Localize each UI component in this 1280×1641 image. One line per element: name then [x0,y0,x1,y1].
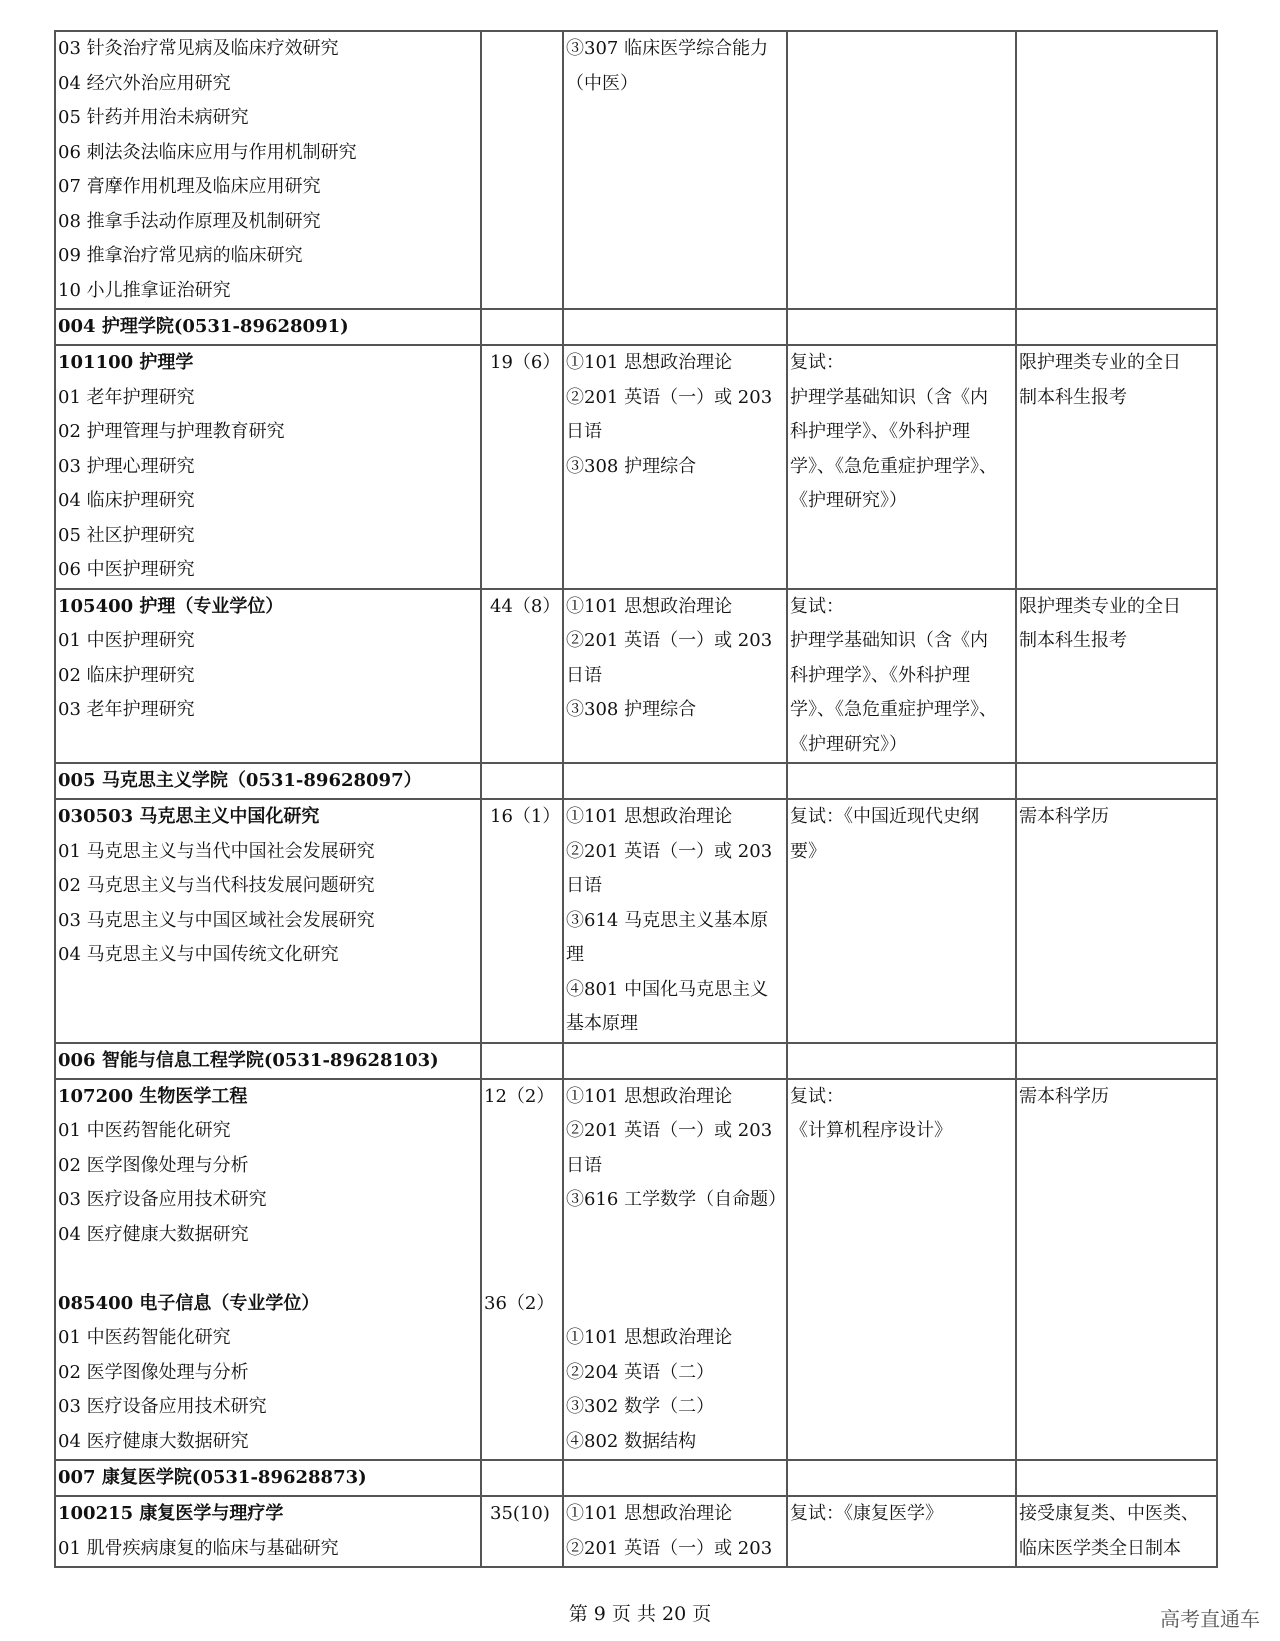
program-cell [55,589,481,764]
cell-line: 08 推拿手法动作原理及机制研究 [58,210,321,232]
cell-line: ②201 英语（一）或 203 [566,1537,773,1559]
cell-line: 36（2） [484,1292,555,1314]
retest-cell [787,589,1016,764]
cell-line: ②201 英语（一）或 203 [566,840,773,862]
admissions-table [54,30,1218,1568]
cell-line: 05 社区护理研究 [58,524,195,546]
watermark-text: 高考直通车 [1160,1607,1260,1631]
school-name: 007 康复医学院(0531-89628873) [55,1460,481,1496]
empty-cell [1016,763,1217,799]
school-name: 005 马克思主义学院（0531-89628097） [55,763,481,799]
cell-line: 06 中医护理研究 [58,559,195,580]
cell-line [566,1218,784,1253]
program-cell [55,345,481,589]
empty-cell [1016,1043,1217,1079]
quota-value: 35(10) [490,1503,550,1524]
cell-line: ①101 思想政治理论 [566,806,733,827]
cell-line: （中医） [566,72,638,94]
cell-line: 03 马克思主义与中国区域社会发展研究 [58,909,375,931]
school-header-row [55,1460,1217,1496]
program-cell [55,799,481,1043]
cell-line: 05 针药并用治未病研究 [58,107,249,128]
retest-cell [787,799,1016,1043]
cell-line: 《护理研究》） [790,733,907,755]
program-row [55,799,1217,1043]
cell-line: 日语 [566,875,602,896]
cell-line: ③307 临床医学综合能力 [566,38,769,59]
exam-cell [563,1496,787,1567]
program-row [55,1496,1217,1567]
cell-line: 12（2） [484,1085,555,1107]
cell-line: 护理学基础知识（含《内 [790,630,988,651]
empty-cell [481,1460,563,1496]
cell-line: 100215 康复医学与理疗学 [58,1503,284,1524]
cell-line: ③616 工学数学（自命题） [566,1189,787,1210]
empty-cell [787,1460,1016,1496]
cell-line: 03 医疗设备应用技术研究 [58,1396,267,1417]
empty-cell [1016,309,1217,345]
cell-line: ③614 马克思主义基本原 [566,909,769,931]
retest-cell [787,31,1016,309]
cell-line: 日语 [566,1154,602,1176]
cell-line: 10 小儿推拿证治研究 [58,279,231,301]
program-cell [55,1496,481,1567]
cell-line: ①101 思想政治理论 [566,1503,733,1524]
cell-line: 03 医疗设备应用技术研究 [58,1189,267,1210]
cell-line: 02 医学图像处理与分析 [58,1154,249,1176]
empty-cell [481,763,563,799]
cell-line: 01 中医药智能化研究 [58,1120,231,1141]
cell-line: 107200 生物医学工程 [58,1085,248,1107]
cell-line: 02 马克思主义与当代科技发展问题研究 [58,875,375,896]
cell-line: 105400 护理（专业学位） [58,595,284,617]
cell-line: 03 护理心理研究 [58,455,195,477]
cell-line: 接受康复类、中医类、 [1019,1503,1199,1524]
cell-line: 03 针灸治疗常见病及临床疗效研究 [58,38,339,59]
cell-line: 《护理研究》） [790,490,907,511]
exam-cell [563,799,787,1043]
cell-line: 01 马克思主义与当代中国社会发展研究 [58,840,375,862]
cell-line: 科护理学》、《外科护理 [790,421,970,442]
cell-line: ③308 护理综合 [566,699,697,720]
cell-line: 101100 护理学 [58,352,194,373]
cell-line: 日语 [566,421,602,442]
program-row [55,1079,1217,1461]
cell-line: ②201 英语（一）或 203 [566,1120,773,1141]
note-cell [1016,1079,1217,1461]
cell-line: 限护理类专业的全日 [1019,595,1181,617]
empty-cell [563,309,787,345]
cell-line: 04 医疗健康大数据研究 [58,1430,249,1452]
cell-line: 临床医学类全日制本 [1019,1537,1181,1559]
empty-cell [787,309,1016,345]
note-cell [1016,345,1217,589]
cell-line: ④802 数据结构 [566,1430,697,1452]
quota-cell [481,1496,563,1567]
program-cell [55,31,481,309]
empty-cell [481,309,563,345]
page-number: 第 9 页 共 20 页 [568,1603,712,1625]
school-header-row [55,1043,1217,1079]
cell-line: 030503 马克思主义中国化研究 [58,806,320,827]
cell-line: 制本科生报考 [1019,386,1127,408]
quota-cell [481,799,563,1043]
retest-cell [787,345,1016,589]
cell-line: ②201 英语（一）或 203 [566,630,773,651]
empty-cell [481,1043,563,1079]
cell-line: ②201 英语（一）或 203 [566,386,773,408]
cell-line: 085400 电子信息（专业学位） [58,1292,320,1314]
cell-line: 07 膏摩作用机理及临床应用研究 [58,176,321,197]
cell-line [484,1252,560,1287]
cell-line: 04 马克思主义与中国传统文化研究 [58,944,339,965]
cell-line: 02 护理管理与护理教育研究 [58,421,285,442]
note-cell [1016,589,1217,764]
cell-line: 理 [566,944,584,965]
cell-line: 复试： [790,595,844,617]
cell-line: 01 中医护理研究 [58,630,195,651]
cell-line: 基本原理 [566,1013,638,1034]
exam-cell [563,1079,787,1461]
cell-line: 日语 [566,664,602,686]
cell-line: 《计算机程序设计》 [790,1120,952,1141]
cell-line: 01 老年护理研究 [58,386,195,408]
quota-cell [481,589,563,764]
retest-cell [787,1079,1016,1461]
cell-line: 04 医疗健康大数据研究 [58,1223,249,1245]
cell-line: ①101 思想政治理论 [566,595,733,617]
cell-line: 09 推拿治疗常见病的临床研究 [58,245,303,266]
empty-cell [787,763,1016,799]
cell-line [484,1149,560,1184]
cell-line: 02 医学图像处理与分析 [58,1361,249,1383]
cell-line: 学》、《急危重症护理学》、 [790,455,997,477]
cell-line: 学》、《急危重症护理学》、 [790,699,997,720]
quota-cell [481,345,563,589]
cell-line: 复试： [790,352,844,373]
school-name: 006 智能与信息工程学院(0531-89628103) [55,1043,481,1079]
table-body [55,31,1217,1567]
empty-cell [1016,1460,1217,1496]
note-cell [1016,799,1217,1043]
cell-line: 复试：《康复医学》 [790,1503,943,1524]
empty-cell [563,1460,787,1496]
exam-cell [563,31,787,309]
cell-line: ②204 英语（二） [566,1361,715,1383]
quota-value: 44（8） [490,595,561,617]
school-header-row [55,763,1217,799]
quota-cell [481,31,563,309]
program-cell [55,1079,481,1461]
retest-cell [787,1496,1016,1567]
cell-line: ①101 思想政治理论 [566,1085,733,1107]
cell-line: 03 老年护理研究 [58,699,195,720]
cell-line: 01 中医药智能化研究 [58,1327,231,1348]
cell-line: 护理学基础知识（含《内 [790,386,988,408]
program-row [55,345,1217,589]
quota-value: 16（1） [490,806,561,827]
empty-cell [787,1043,1016,1079]
cell-line: 要》 [790,840,826,862]
cell-line: ①101 思想政治理论 [566,352,733,373]
exam-cell [563,589,787,764]
cell-line: 复试：《中国近现代史纲 [790,806,979,827]
exam-cell [563,345,787,589]
cell-line: 04 经穴外治应用研究 [58,72,231,94]
cell-line [484,1218,560,1253]
school-header-row [55,309,1217,345]
cell-line: 科护理学》、《外科护理 [790,664,970,686]
cell-line [484,1183,560,1218]
empty-cell [563,1043,787,1079]
cell-line: 制本科生报考 [1019,630,1127,651]
cell-line: 04 临床护理研究 [58,490,195,511]
cell-line: 01 肌骨疾病康复的临床与基础研究 [58,1537,339,1559]
cell-line: 06 刺法灸法临床应用与作用机制研究 [58,141,357,163]
note-cell [1016,31,1217,309]
cell-line: ①101 思想政治理论 [566,1327,733,1348]
cell-line: 需本科学历 [1019,806,1109,827]
cell-line [484,1114,560,1149]
cell-line: ③308 护理综合 [566,455,697,477]
cell-line: 02 临床护理研究 [58,664,195,686]
cell-line: 复试： [790,1085,844,1107]
cell-line: ④801 中国化马克思主义 [566,978,769,1000]
cell-line: 需本科学历 [1019,1085,1109,1107]
cell-line: ③302 数学（二） [566,1396,715,1417]
program-row [55,31,1217,309]
note-cell [1016,1496,1217,1567]
school-name: 004 护理学院(0531-89628091) [55,309,481,345]
program-row [55,589,1217,764]
cell-line [566,1252,784,1287]
quota-cell [481,1079,563,1461]
cell-line: 限护理类专业的全日 [1019,352,1181,373]
cell-line [566,1287,784,1322]
quota-value: 19（6） [490,352,561,373]
empty-cell [563,763,787,799]
cell-line [58,1252,478,1287]
